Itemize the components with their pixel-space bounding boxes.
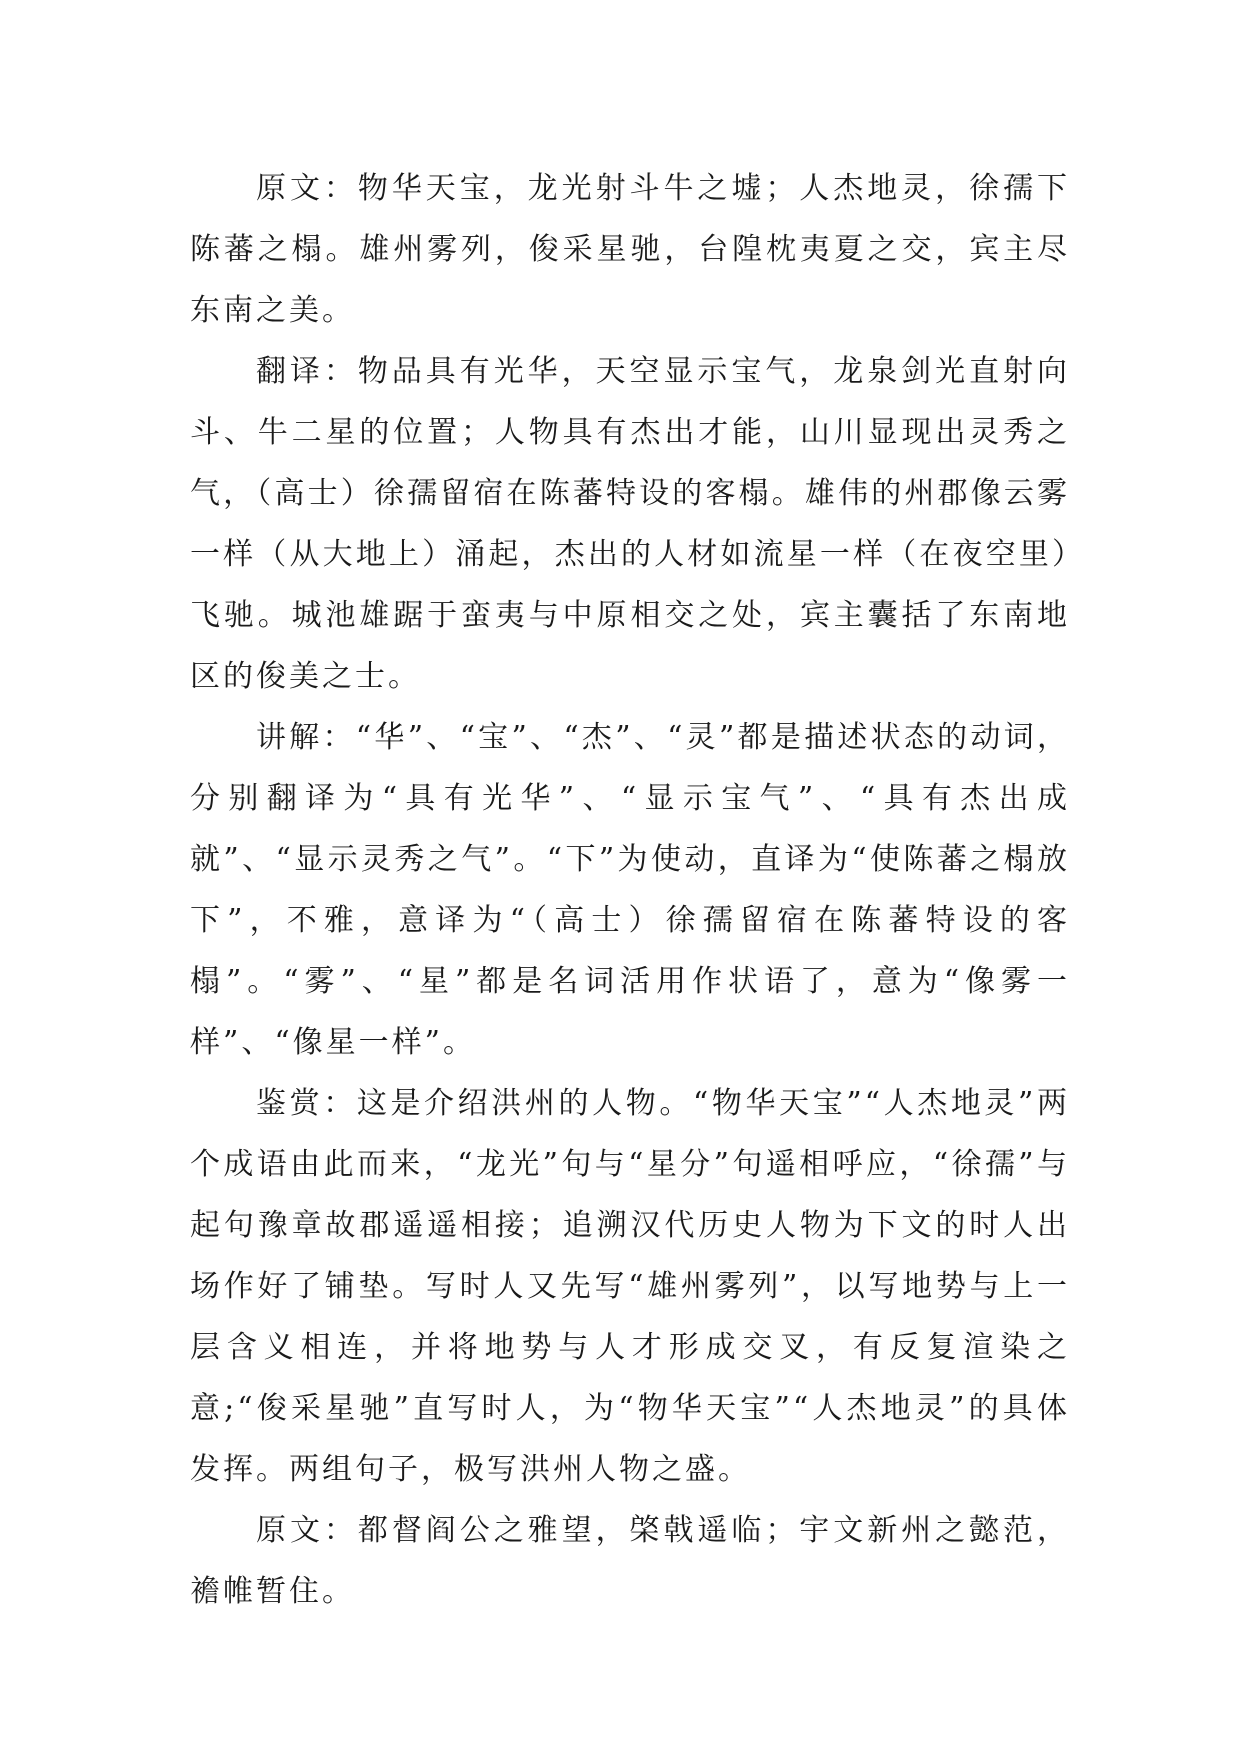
paragraph-original-2: 原文：都督阎公之雅望，棨戟遥临；宇文新州之懿范，襜帷暂住。	[190, 1513, 1070, 1609]
paragraph-translation: 翻译：物品具有光华，天空显示宝气，龙泉剑光直射向斗、牛二星的位置；人物具有杰出才能，山川显现出灵秀之气，（高士）徐孺留宿在陈蕃特设的客榻。雄伟的州郡像云雾一样（从大地上）涌起，杰出的人材如流星一样（在夜空里）飞驰。城池雄踞于蛮夷与中原相交之处，宾主囊括了东南地区的俊美之士。	[190, 354, 1070, 694]
paragraph-appreciation: 鉴赏：这是介绍洪州的人物。“物华天宝”“人杰地灵”两个成语由此而来，“龙光”句与“星分”句遥相呼应，“徐孺”与起句豫章故郡遥遥相接；追溯汉代历史人物为下文的时人出场作好了铺垫。写时人又先写“雄州雾列”，以写地势与上一层含义相连，并将地势与人才形成交叉，有反复渲染之意;“俊采星驰”直写时人，为“物华天宝”“人杰地灵”的具体发挥。两组句子，极写洪州人物之盛。	[190, 1086, 1070, 1487]
paragraph-original-1: 原文：物华天宝，龙光射斗牛之墟；人杰地灵，徐孺下陈蕃之榻。雄州雾列，俊采星驰，台隍枕夷夏之交，宾主尽东南之美。	[190, 171, 1070, 328]
document-page	[190, 158, 1070, 1622]
paragraph-explanation: 讲解：“华”、“宝”、“杰”、“灵”都是描述状态的动词，分别翻译为“具有光华”、“显示宝气”、“具有杰出成就”、“显示灵秀之气”。“下”为使动，直译为“使陈蕃之榻放下”，不雅，意译为“（高士）徐孺留宿在陈蕃特设的客榻”。“雾”、“星”都是名词活用作状语了，意为“像雾一样”、“像星一样”。	[190, 720, 1070, 1060]
